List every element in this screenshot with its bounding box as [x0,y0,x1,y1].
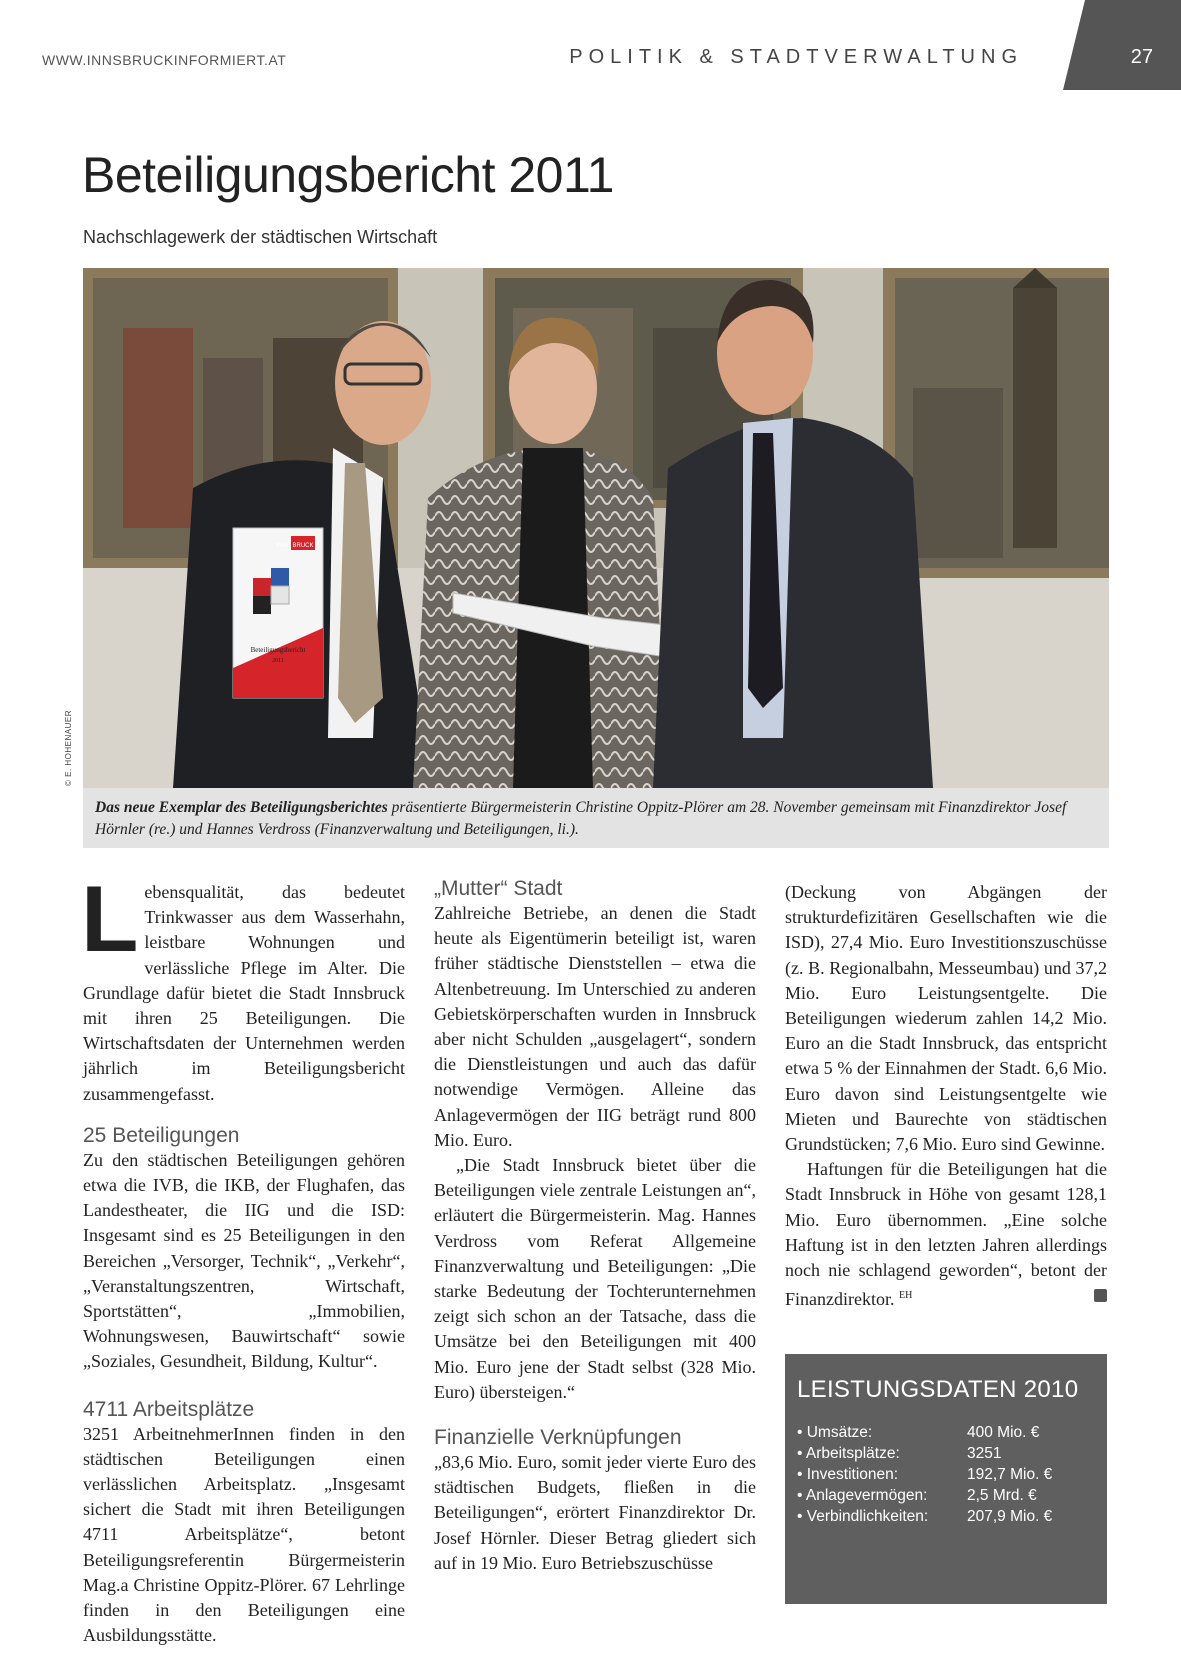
page-number: 27 [1130,46,1153,68]
author-initials: EH [898,1290,913,1302]
section1-text: Zu den städtischen Beteiligungen gehören etwa die IVB, die IKB, der Flughafen, das Landestheater, die IIG und die ISD: Insgesamt sind es 25 Beteiligungen in den Bereichen „Versorger, Technik“, „Verkehr“, „Veranstaltungszentren, Wirtschaft, Sportstätten“, „Immobilien, Wohnungswesen, Bauwirtschaft“ sowie „Soziales, Gesundheit, Bildung, Kultur“. [83,1149,405,1372]
heading-finanzielle-verknuepfungen: Finanzielle Verknüpfungen [434,1426,682,1450]
book-brand: INNS BRUCK [276,543,314,549]
fact-value: 192,7 Mio. € [967,1466,1053,1483]
heading-25-beteiligungen: 25 Beteiligungen [83,1123,240,1147]
report-book [233,528,323,698]
article-title: Beteiligungsbericht 2011 [82,147,614,203]
dropcap: L [81,866,139,971]
fact-label: • Anlagevermögen: [797,1487,928,1504]
section4-continued-text: (Deckung von Abgängen der strukturdefizitären Gesellschaften wie die ISD), 27,4 Mio. Euro Investitionszuschüsse (z. B. Regionalbahn, Messeumbau) und 37,2 Mio. Euro Leistungsentgelte. Die Beteiligungen wiederum zahlen 14,2 Mio. Euro an die Stadt Innsbruck, das entspricht etwa 5 % der Einnahmen der Stadt. 6,6 Mio. Euro davon sind Leistungsentgelte wie Mieten und Baurechte von städtischen Grundstücken; 7,6 Mio. Euro sind Gewinne. [785,882,1107,1155]
fact-value: 2,5 Mrd. € [967,1487,1037,1504]
caption-text: präsentierte Bürgermeisterin Christine Oppitz-Plörer am 28. November gemeinsam mit Finanzdirektor Josef Hörnler (re.) und Hannes Verdross (Finanzverwaltung und Beteiligungen, li.). [95,799,1067,838]
factbox-leistungsdaten [785,1354,1107,1604]
intro-text: ebensqualität, das bedeutet Trinkwasser aus dem Wasserhahn, leistbare Wohnungen und verlässliche Pflege im Alter. Die Grundlage dafür bietet die Stadt Innsbruck mit ihren 25 Beteiligungen. Die Wirtschaftsdaten der Unternehmen werden jährlich im Beteiligungsbericht zusammengefasst. [83,882,405,1104]
photo-caption [83,788,1109,848]
section-label: POLITIK & STADTVERWALTUNG [569,46,1023,68]
article-subtitle: Nachschlagewerk der städtischen Wirtschaft [83,227,438,247]
section4-text: „83,6 Mio. Euro, somit jeder vierte Euro des städtischen Budgets, fließen in die Beteiligungen“, erörtert Finanzdirektor Dr. Josef Hörnler. Dieser Betrag gliedert sich auf in 19 Mio. Euro Betriebszuschüsse [434,1452,756,1573]
fact-label: • Umsätze: [797,1424,873,1441]
section3-text-2: „Die Stadt Innsbruck bietet über die Beteiligungen viele zentrale Leistungen an“, erläutert die Bürgermeisterin. Mag. Hannes Verdross vom Referat Allgemeine Finanzverwaltung und Beteiligungen: „Die starke Bedeutung der Tochterunternehmen zeigt sich schon an der Tatsache, dass die Umsätze bei den Beteiligungen mit 400 Mio. Euro jene der Stadt selbst (328 Mio. Euro) übersteigen.“ [434,1155,756,1402]
section3-text-1: Zahlreiche Betriebe, an denen die Stadt heute als Eigentümerin beteiligt ist, waren früher städtische Dienststellen – etwa die Altenbetreuung. Im Unterschied zu anderen Gebietskörperschaften wurden in Innsbruck aber nicht Schulden „ausgelagert“, sondern die Dienstleistungen und auch das dafür notwendige Vermögen. Alleine das Anlagevermögen der IIG beträgt rund 800 Mio. Euro. [434,903,756,1150]
fact-row [797,1422,1095,1443]
end-mark [1094,1289,1107,1302]
factbox-list [797,1422,1095,1527]
photo-credit: © E. HOHENAUER [64,709,73,786]
book-year: 2011 [272,658,284,664]
article-column-1 [81,866,405,1648]
section2-text: 3251 ArbeitnehmerInnen finden in den städtischen Beteiligungen einen verlässlichen Arbeitsplatz. „Insgesamt sichert die Stadt mit ihren Beteiligungen 4711 Arbeitsplätze“, betont Beteiligungsreferentin Bürgermeisterin Mag.a Christine Oppitz-Plörer. 67 Lehrlinge finden in den Beteiligungen eine Ausbildungsstätte. [83,1423,405,1646]
fact-row [797,1464,1095,1485]
article-photo [83,268,1109,788]
section4-continuation [785,880,1107,1157]
heading-mutter-stadt: „Mutter“ Stadt [434,877,563,900]
painting-right [883,268,1109,578]
heading-arbeitsplaetze: 4711 Arbeitsplätze [83,1397,255,1421]
page-number-tab [1063,0,1181,90]
site-url[interactable]: WWW.INNSBRUCKINFORMIERT.AT [42,52,287,68]
article-column-3 [785,880,1107,1312]
fact-value: 3251 [967,1445,1002,1462]
article-column-2 [434,877,756,1576]
book-title: Beteiligungsbericht [250,646,306,654]
section4-text-2: Haftungen für die Beteiligungen hat die Stadt Innsbruck in Höhe von gesamt 128,1 Mio. Euro übernommen. „Eine solche Haftung ist in den letzten Jahren allerdings noch nie schlagend geworden“, betont der Finanzdirektor. [785,1159,1107,1310]
fact-value: 207,9 Mio. € [967,1508,1053,1525]
fact-value: 400 Mio. € [967,1424,1040,1441]
fact-label: • Arbeitsplätze: [797,1445,900,1462]
fact-label: • Verbindlichkeiten: [797,1508,929,1525]
fact-row [797,1443,1095,1464]
factbox-title: LEISTUNGSDATEN 2010 [797,1376,1079,1403]
caption-bold: Das neue Exemplar des Beteiligungsberichtes [95,799,388,816]
fact-row [797,1485,1095,1506]
fact-label: • Investitionen: [797,1466,899,1483]
fact-row [797,1506,1095,1527]
